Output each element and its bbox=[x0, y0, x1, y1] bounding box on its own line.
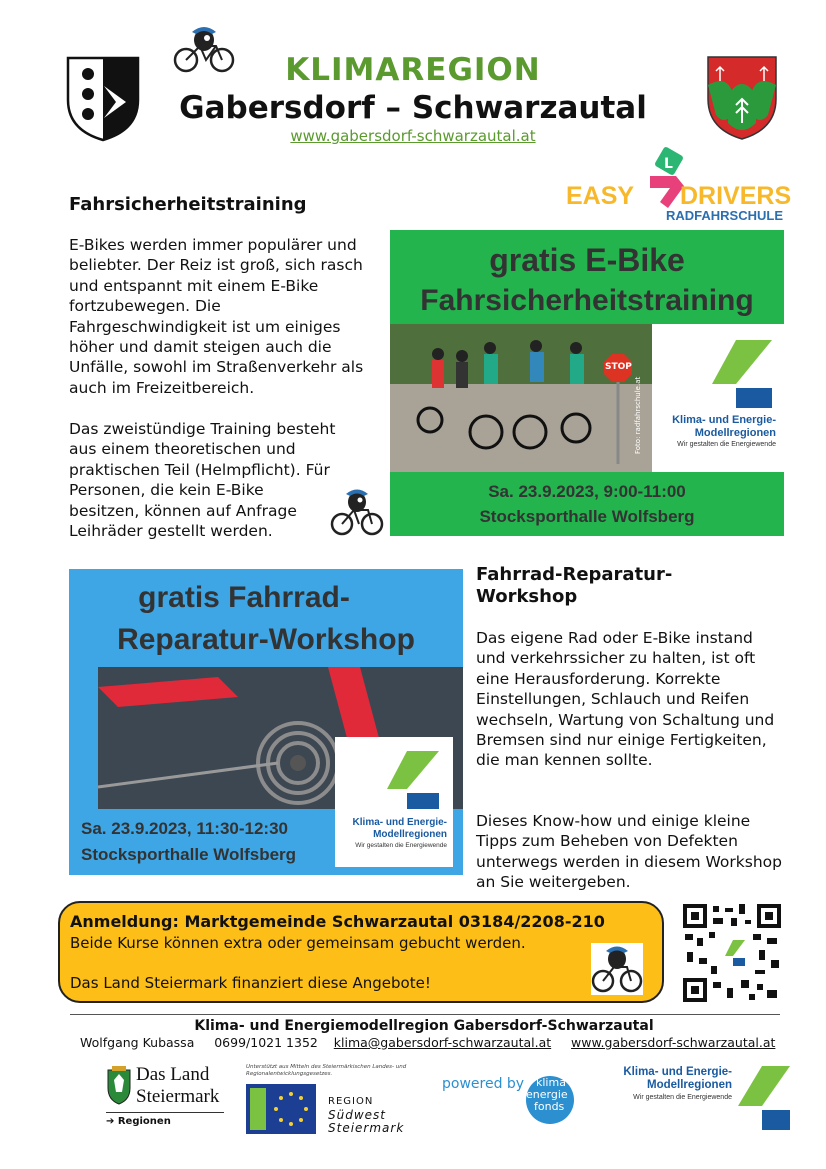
klima-energie-fonds-logo bbox=[440, 1070, 590, 1126]
banner1-date: Sa. 23.9.2023, 9:00-11:00 bbox=[488, 482, 686, 501]
registration-line2: Das Land Steiermark finanziert diese Angebote! bbox=[70, 974, 431, 992]
qr-code-icon[interactable] bbox=[683, 904, 781, 1002]
stop-sign-label: STOP bbox=[605, 362, 632, 372]
banner2-date: Sa. 23.9.2023, 11:30-12:30 bbox=[81, 819, 288, 838]
region-label: REGION bbox=[328, 1096, 374, 1107]
section1-paragraph1: E-Bikes werden immer populärer und beliebter. Der Reiz ist groß, sich rasch und entspannt mit einem E-Bike fortzubewegen. Die Fahrgeschwindigkeit ist um einiges höher und damit steigen auch die Unfälle, sowohl im Straßenverkehr als auch im Freizeitbereich. bbox=[69, 236, 364, 397]
region-name2: Steiermark bbox=[328, 1121, 405, 1135]
photo-credit: Foto: radfahrschule.at bbox=[634, 376, 642, 454]
section1-paragraph2: Das zweistündige Training besteht aus einem theoretischen und praktischen Teil (Helmpflicht). Für Personen, die kein E-Bike besitzen, können auf Anfrage Leihräder gestellt werden. bbox=[69, 420, 336, 541]
banner2-line2: Reparatur-Workshop bbox=[117, 623, 415, 656]
footer-km-line2: Modellregionen bbox=[647, 1079, 732, 1091]
easy-drivers-sub: RADFAHRSCHULE bbox=[666, 208, 783, 223]
km-logo-tagline: Wir gestalten die Energiewende bbox=[677, 441, 776, 448]
km-logo-line2: Modellregionen bbox=[694, 427, 776, 439]
footer-phone: 0699/1021 1352 bbox=[214, 1035, 318, 1050]
fonds-line2: energie bbox=[526, 1088, 568, 1101]
klima-energie-logo bbox=[652, 324, 784, 472]
section2-paragraph1: Das eigene Rad oder E-Bike instand und verkehrssicher zu halten, ist oft eine Herausforderung. Korrekte Einstellungen, Schlauch und Reifen wechseln, Wartung von Schaltung und Bremsen sind nur einige Fertigkeiten, die man kennen sollte. bbox=[476, 629, 775, 770]
land-steiermark-sub: ➔ Regionen bbox=[106, 1116, 171, 1127]
bike-mascot-icon bbox=[330, 486, 384, 536]
footer-divider bbox=[70, 1014, 780, 1015]
banner1-line2: Fahrsicherheitstraining bbox=[420, 284, 754, 317]
region-name1: Südwest bbox=[328, 1108, 386, 1122]
land-steiermark-line2: Steiermark bbox=[136, 1086, 220, 1107]
easy-drivers-word2: DRIVERS bbox=[680, 182, 792, 210]
footer-org: Klima- und Energiemodellregion Gabersdorf-Schwarzautal bbox=[194, 1018, 654, 1034]
section2-heading-line1: Fahrrad-Reparatur- bbox=[476, 564, 673, 585]
footer-contact-row bbox=[80, 1035, 775, 1050]
land-steiermark-line1: Das Land bbox=[136, 1064, 210, 1085]
banner1-location: Stocksporthalle Wolfsberg bbox=[479, 507, 695, 526]
ebike-training-banner bbox=[390, 230, 784, 536]
klima-energie-modellregionen-logo bbox=[610, 1066, 790, 1132]
header-title-region: Gabersdorf – Schwarzautal bbox=[179, 90, 647, 126]
footer-website-link[interactable]: www.gabersdorf-schwarzautal.at bbox=[571, 1035, 776, 1050]
region-suedwest-logo bbox=[246, 1064, 416, 1136]
fonds-line3: fonds bbox=[534, 1100, 565, 1113]
eu-note: Unterstützt aus Mitteln des Steiermärkischen Landes- und Regionalentwicklungsgesetzes. bbox=[246, 1064, 407, 1077]
klima-energie-logo bbox=[335, 737, 453, 867]
powered-by-text: powered by bbox=[442, 1076, 525, 1092]
coat-of-arms-right-icon bbox=[706, 55, 778, 141]
cyclists-photo bbox=[390, 324, 652, 472]
land-steiermark-logo bbox=[106, 1064, 226, 1134]
bike-mascot-icon bbox=[591, 943, 643, 995]
footer-km-line1: Klima- und Energie- bbox=[623, 1066, 732, 1078]
footer-contact-name: Wolfgang Kubassa bbox=[80, 1035, 195, 1050]
banner2-line1: gratis Fahrrad- bbox=[138, 581, 350, 614]
section1-heading: Fahrsicherheitstraining bbox=[69, 194, 307, 215]
section2-heading-line2: Workshop bbox=[476, 586, 578, 607]
land-divider bbox=[106, 1112, 224, 1113]
banner1-line1: gratis E-Bike bbox=[489, 242, 685, 278]
footer-km-line3: Wir gestalten die Energiewende bbox=[633, 1094, 732, 1101]
easy-drivers-word1: EASY bbox=[566, 182, 635, 210]
banner2-location: Stocksporthalle Wolfsberg bbox=[81, 845, 297, 864]
repair-workshop-banner bbox=[69, 569, 463, 875]
svg-text:L: L bbox=[664, 156, 673, 172]
registration-title: Anmeldung: Marktgemeinde Schwarzautal 03184/2208-210 bbox=[70, 912, 605, 931]
header-title-klimaregion: KLIMAREGION bbox=[285, 52, 541, 88]
footer-email-link[interactable]: klima@gabersdorf-schwarzautal.at bbox=[333, 1035, 552, 1050]
km-logo-line2: Modellregionen bbox=[373, 829, 447, 840]
header-url-link[interactable]: www.gabersdorf-schwarzautal.at bbox=[290, 127, 536, 145]
km-logo-tagline: Wir gestalten die Energiewende bbox=[355, 842, 447, 849]
fonds-line1: klima+ bbox=[536, 1076, 576, 1089]
registration-line1: Beide Kurse können extra oder gemeinsam gebucht werden. bbox=[70, 934, 526, 952]
easy-drivers-logo bbox=[566, 146, 792, 226]
km-logo-line1: Klima- und Energie- bbox=[672, 414, 776, 426]
registration-box bbox=[58, 901, 664, 1003]
section2-paragraph2: Dieses Know-how und einige kleine Tipps zum Beheben von Defekten unterwegs werden in diesem Workshop an Sie weitergeben. bbox=[476, 812, 782, 892]
km-logo-line1: Klima- und Energie- bbox=[352, 817, 447, 828]
